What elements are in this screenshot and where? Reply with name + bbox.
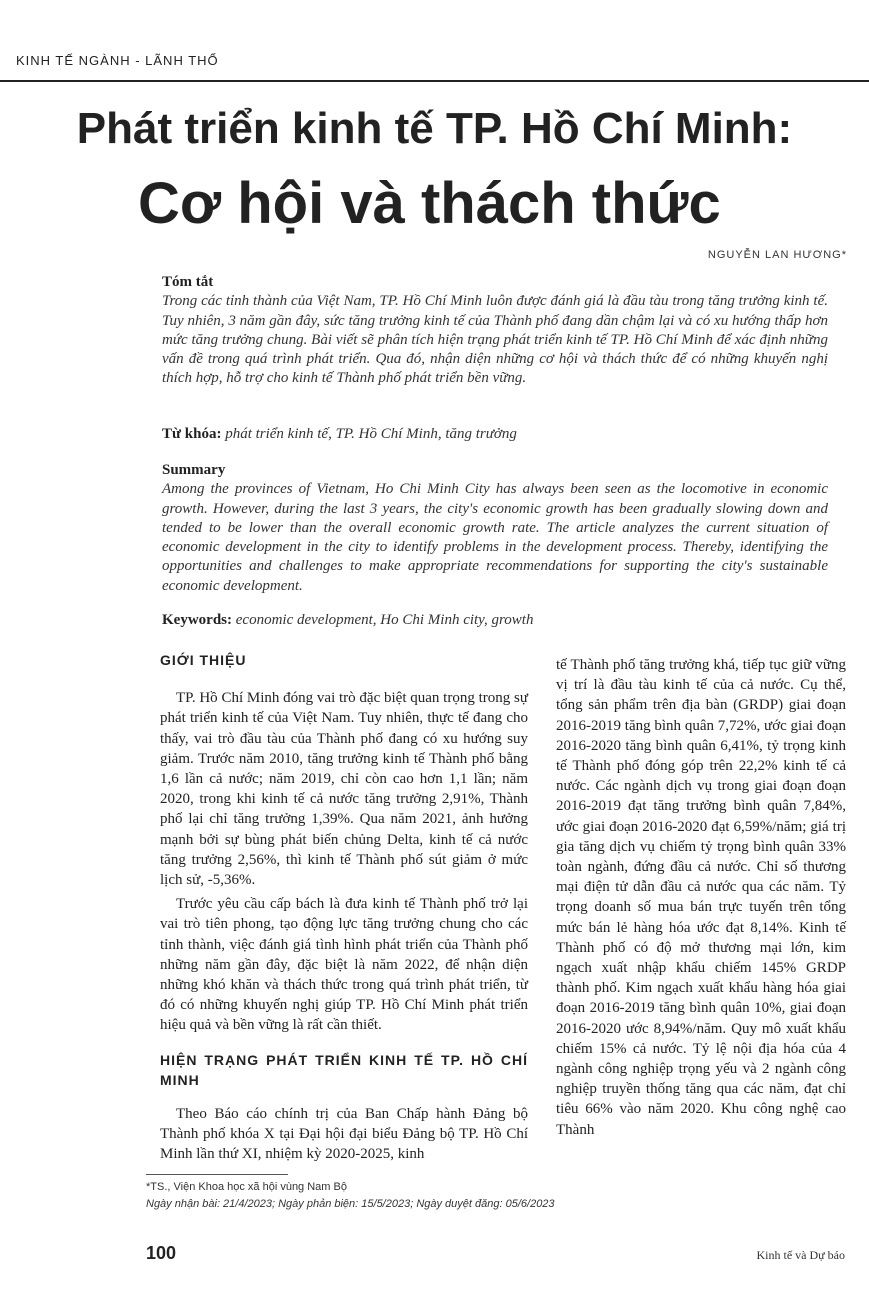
intro-paragraph-2: Trước yêu cầu cấp bách là đưa kinh tế Thành phố trở lại vai trò tiên phong, tạo động lực tăng trưởng chung cho các tỉnh thành, việc đánh giá tình hình phát triển của Thành phố những năm gần đây, đặc biệt là năm 2022, để nhận diện những khó khăn và thách thức trong quá trình phát triển, từ đó có những khuyến nghị giúp TP. Hồ Chí Minh phát triển hiệu quả và bền vững là rất cần thiết. [160,896,528,1034]
right-column [556,655,846,1140]
article-title: Phát triển kinh tế TP. Hồ Chí Minh: [76,104,793,153]
abstract-vi-text: Trong các tỉnh thành của Việt Nam, TP. Hồ Chí Minh luôn được đánh giá là đầu tàu trong tăng trưởng kinh tế. Tuy nhiên, 3 năm gần đây, sức tăng trưởng kinh tế của Thành phố đang dần chậm lại và có xu hướng thấp hơn mức tăng trưởng chung. Bài viết sẽ phân tích hiện trạng phát triển kinh tế TP. Hồ Chí Minh để xác định những vấn đề trong quá trình phát triển. Qua đó, nhận diện những cơ hội và thách thức để có những khuyến nghị thích hợp, hỗ trợ cho kinh tế Thành phố phát triển bền vững. [162,293,828,387]
article-subtitle: Cơ hội và thách thức [138,171,721,236]
situation-paragraph-1: Theo Báo cáo chính trị của Ban Chấp hành Đảng bộ Thành phố khóa X tại Đại hội đại biểu Đảng bộ TP. Hồ Chí Minh lần thứ XI, nhiệm kỳ 2020-2025, kinh [160,1105,528,1163]
abstract-en-text: Among the provinces of Vietnam, Ho Chi Minh City has always been seen as the locomotive in economic growth. However, during the last 3 years, the city's economic growth has been gradually slowing down and tended to be lower than the overall economic growth rate. The article analyzes the current situation of economic development in the city to identify problems in the development process. Thereby, identifying the opportunities and challenges to make appropriate recommendations for supporting the city's sustainable economic development. [162,481,828,594]
footnote-rule [146,1174,288,1175]
keywords-vi-text: phát triển kinh tế, TP. Hồ Chí Minh, tăng trưởng [225,426,517,442]
abstract-vi [162,273,828,389]
keywords-en-text: economic development, Ho Chi Minh city, growth [235,612,534,628]
keywords-vi-label: Từ khóa: [162,426,222,442]
submission-dates: Ngày nhận bài: 21/4/2023; Ngày phản biện: 15/5/2023; Ngày duyệt đăng: 05/6/2023 [146,1198,555,1210]
keywords-en-label: Keywords: [162,612,232,628]
intro-paragraph-1: TP. Hồ Chí Minh đóng vai trò đặc biệt quan trọng trong sự phát triển kinh tế của Việt Nam. Tuy nhiên, thực tế đang cho thấy, vai trò đầu tàu của Thành phố đang có xu hướng suy giảm. Trước năm 2010, tăng trưởng kinh tế Thành phố bằng 1,6 lần cả nước; năm 2019, chỉ còn cao hơn 1,1 lần; năm 2020, trong khi kinh tế cả nước tăng trưởng 2,91%, Thành phố lại chỉ tăng trưởng 1,39%. Qua năm 2021, ảnh hưởng mạnh bởi sự bùng phát biến chủng Delta, kinh tế cả nước tăng trưởng 2,56%, thì kinh tế Thành phố sút giảm ở mức lịch sử, -5,36%. [160,690,528,889]
header-rule [0,80,869,82]
keywords-en [162,612,842,629]
left-column [160,650,528,1164]
author: NGUYỄN LAN HƯƠNG* [707,249,847,261]
footnote: *TS., Viện Khoa học xã hội vùng Nam Bộ [146,1181,347,1193]
journal-name: Kinh tế và Dự báo [756,1248,845,1262]
abstract-en [162,461,828,596]
keywords-vi [162,426,842,443]
abstract-en-heading: Summary [162,462,226,478]
abstract-vi-heading: Tóm tắt [162,274,214,290]
heading-current-situation: HIỆN TRẠNG PHÁT TRIỂN KINH TẾ TP. HỒ CHÍ MINH [160,1051,528,1088]
right-paragraph-1: tế Thành phố tăng trưởng khá, tiếp tục giữ vững vị trí là đầu tàu kinh tế của cả nước. Cụ thể, tổng sản phẩm trên địa bàn (GRDP) giai đoạn 2016-2019 tăng bình quân 7,72%, ước giai đoạn 2016-2020 tăng bình quân 6,41%, tỷ trọng kinh tế Thành phố đóng góp trên 22,2% kinh tế cả nước. Các ngành dịch vụ trong giai đoạn đoạn 2016-2019 đạt tăng trưởng bình quân 7,84%, ước giai đoạn 2016-2020 đạt 6,59%/năm; giá trị gia tăng dịch vụ chiếm tỷ trọng bình quân 33% toàn ngành, đứng đầu cả nước. Chỉ số thương mại điện tử dẫn đầu cả nước qua các năm. Tỷ trọng doanh số mua bán trực tuyến trên tổng mức bán lẻ hàng hóa ước đạt 8,14%. Kinh tế Thành phố có độ mở thương mại lớn, kim ngạch xuất nhập khẩu chiếm 145% GRDP thành phố. Kim ngạch xuất khẩu hàng hóa giai đoạn 2016-2019 tăng bình quân 10%, giai đoạn 2016-2020 ước 8,94%/năm. Quy mô xuất khẩu chiếm 15% cả nước. Tỷ lệ nội địa hóa của 4 ngành công nghiệp trọng yếu và 2 ngành công nghiệp truyền thống tăng qua các năm, đạt chỉ tiêu 66% vào năm 2020. Khu công nghệ cao Thành [556,657,846,1138]
section-label: KINH TẾ NGÀNH - LÃNH THỔ [16,53,219,68]
page-number: 100 [146,1243,177,1263]
heading-introduction: GIỚI THIỆU [160,652,247,668]
